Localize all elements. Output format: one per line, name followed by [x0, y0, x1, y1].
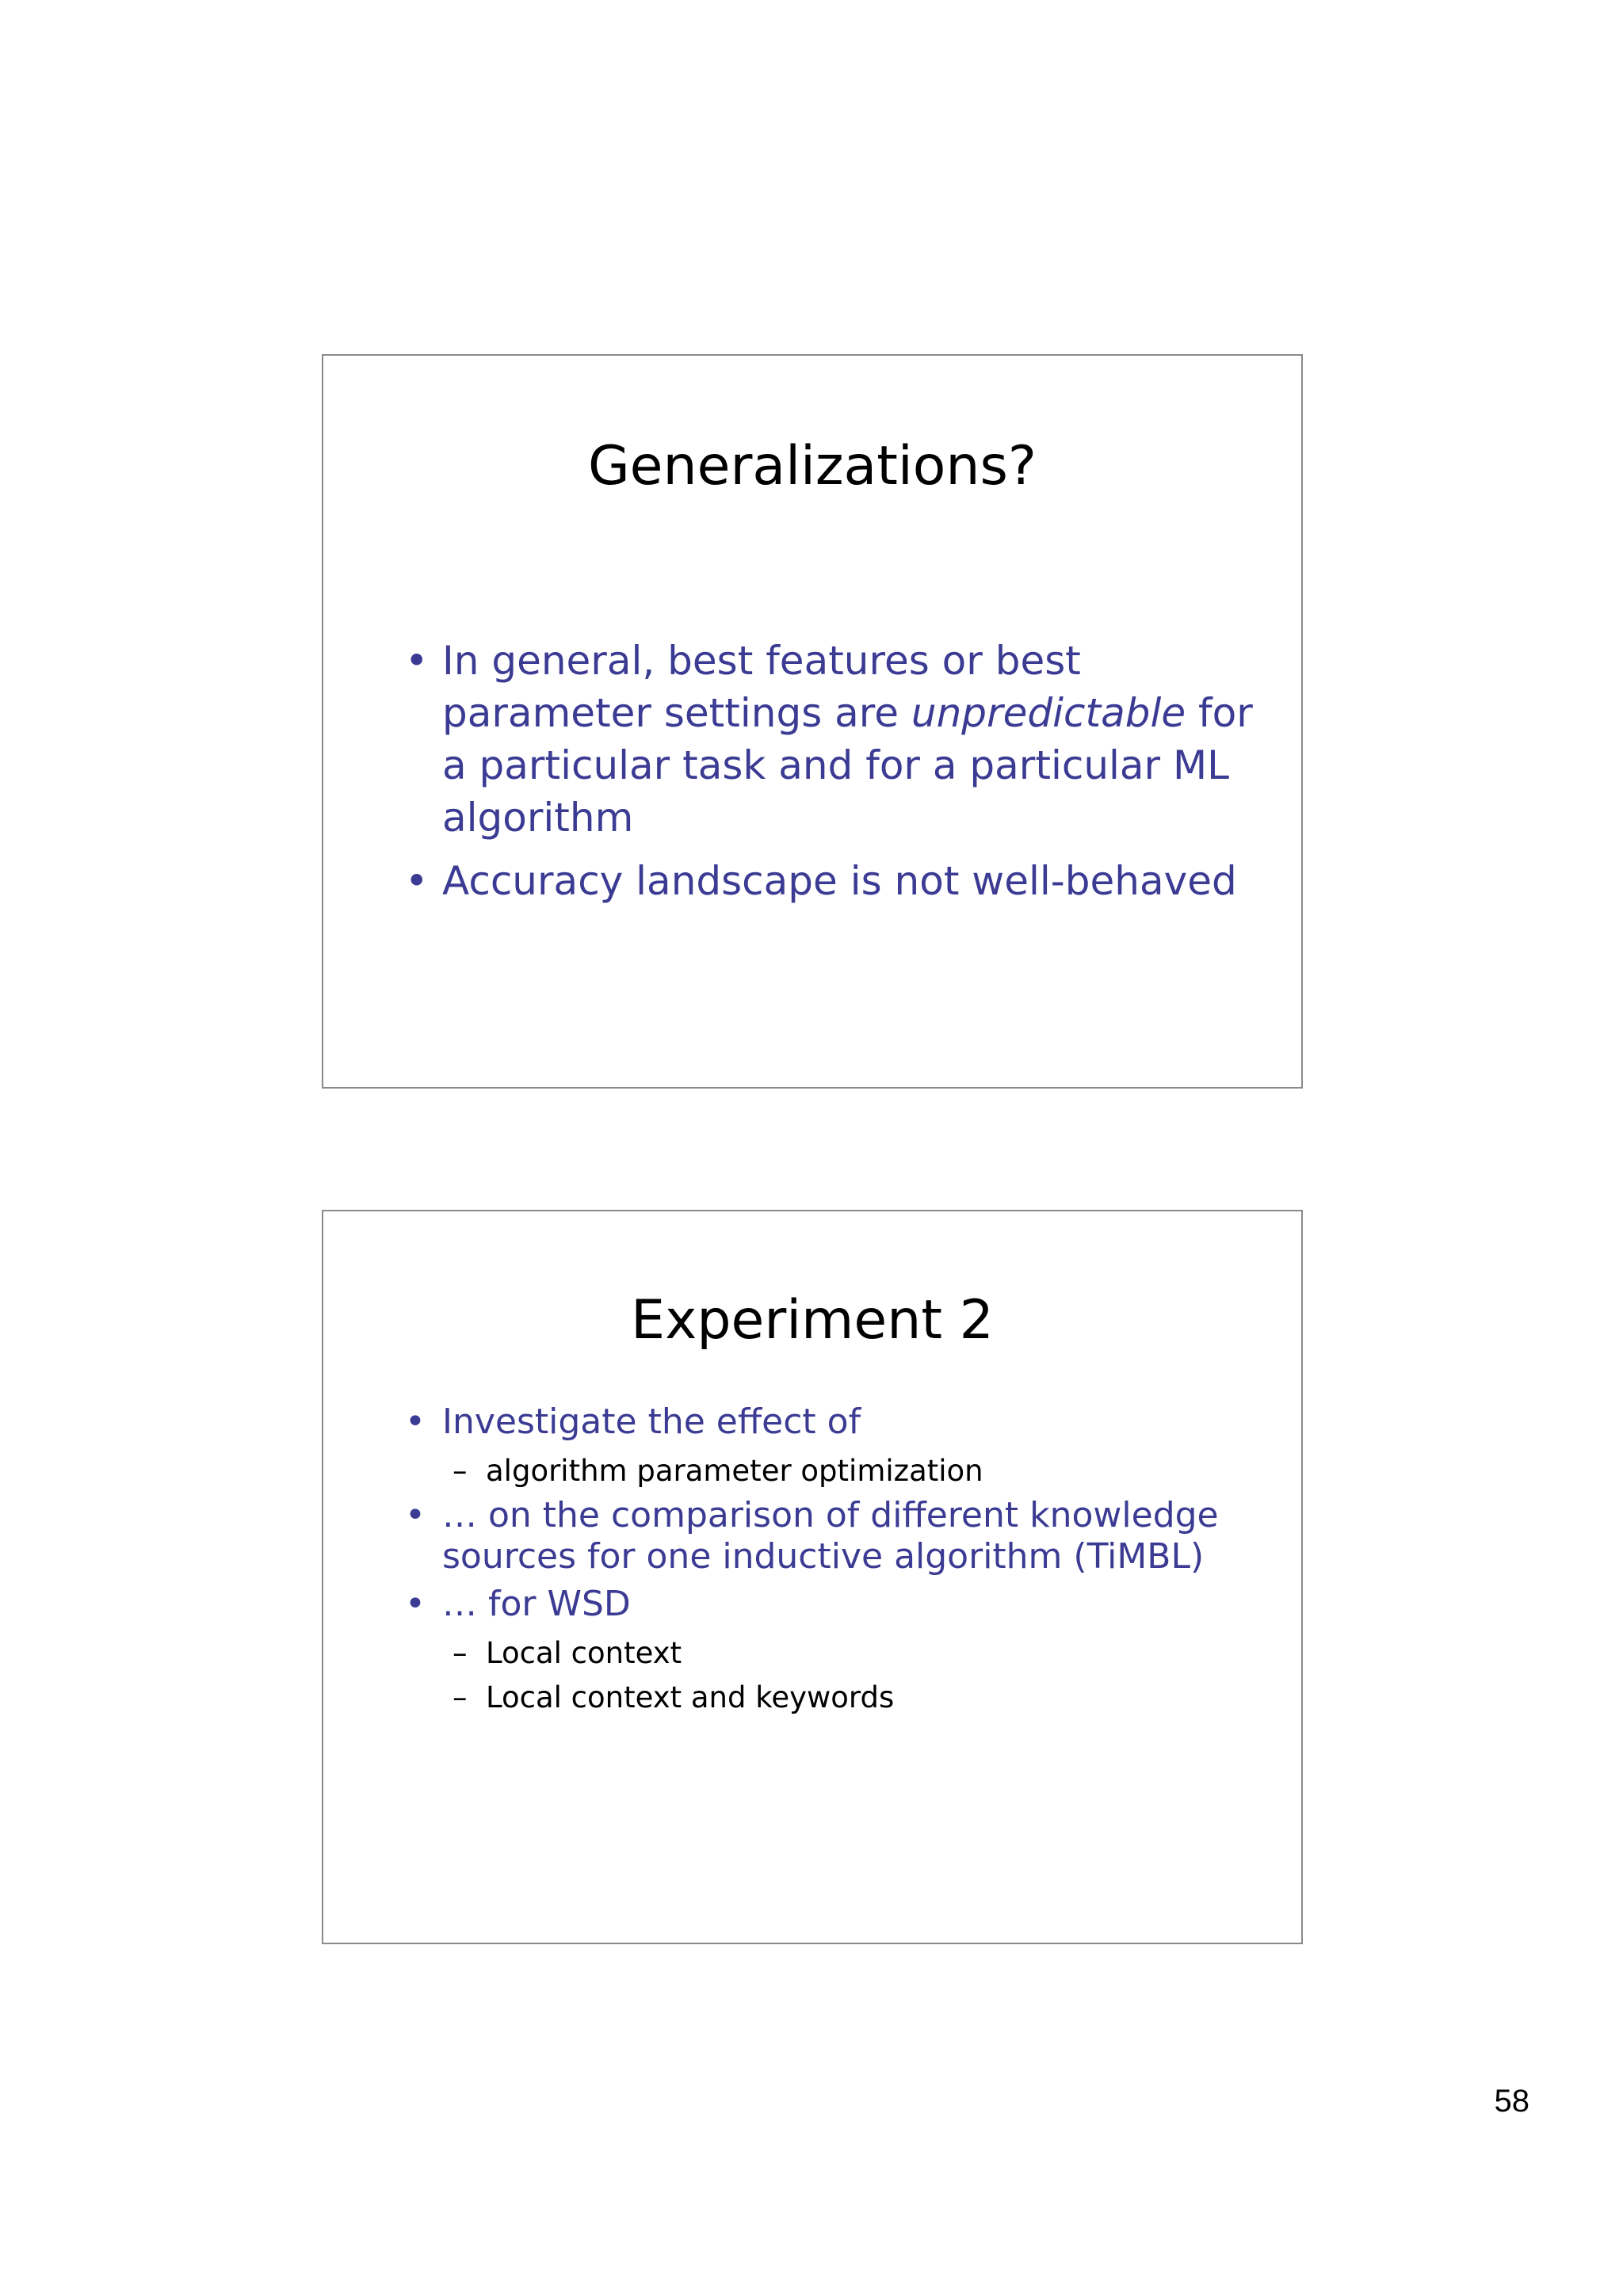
- bullet-item: [323, 1584, 1301, 1625]
- bullet-item: [323, 855, 1301, 907]
- bullet-text: In general, best features or best parameter settings are: [442, 638, 1081, 736]
- sub-bullet-text: algorithm parameter optimization: [486, 1454, 983, 1488]
- bullet-text: … on the comparison of different knowledge sources for one inductive algorithm (TiMBL): [442, 1495, 1219, 1577]
- bullet-list: [323, 1402, 1301, 1720]
- bullet-text: for a particular task and for a particular ML algorithm: [442, 690, 1253, 841]
- sub-bullet-item: [323, 1676, 1301, 1720]
- bullet-emphasis: unpredictable: [911, 690, 1186, 736]
- bullet-list: [323, 635, 1301, 918]
- bullet-text: Accuracy landscape is not well-behaved: [442, 858, 1237, 904]
- slide-title: Experiment 2: [631, 1289, 994, 1352]
- page-number: 58: [1494, 2084, 1529, 2119]
- sub-bullet-item: [323, 1631, 1301, 1676]
- sub-bullet-item: [323, 1449, 1301, 1493]
- bullet-text: Investigate the effect of: [442, 1402, 861, 1442]
- bullet-item: [323, 1402, 1301, 1443]
- slide-generalizations: [322, 354, 1303, 1089]
- sub-bullet-text: Local context and keywords: [486, 1680, 895, 1714]
- bullet-item: [323, 635, 1301, 844]
- bullet-text: … for WSD: [442, 1584, 631, 1624]
- bullet-item: [323, 1495, 1301, 1577]
- slide-title: Generalizations?: [587, 435, 1037, 498]
- slide-experiment-2: [322, 1210, 1303, 1944]
- sub-bullet-text: Local context: [486, 1636, 682, 1670]
